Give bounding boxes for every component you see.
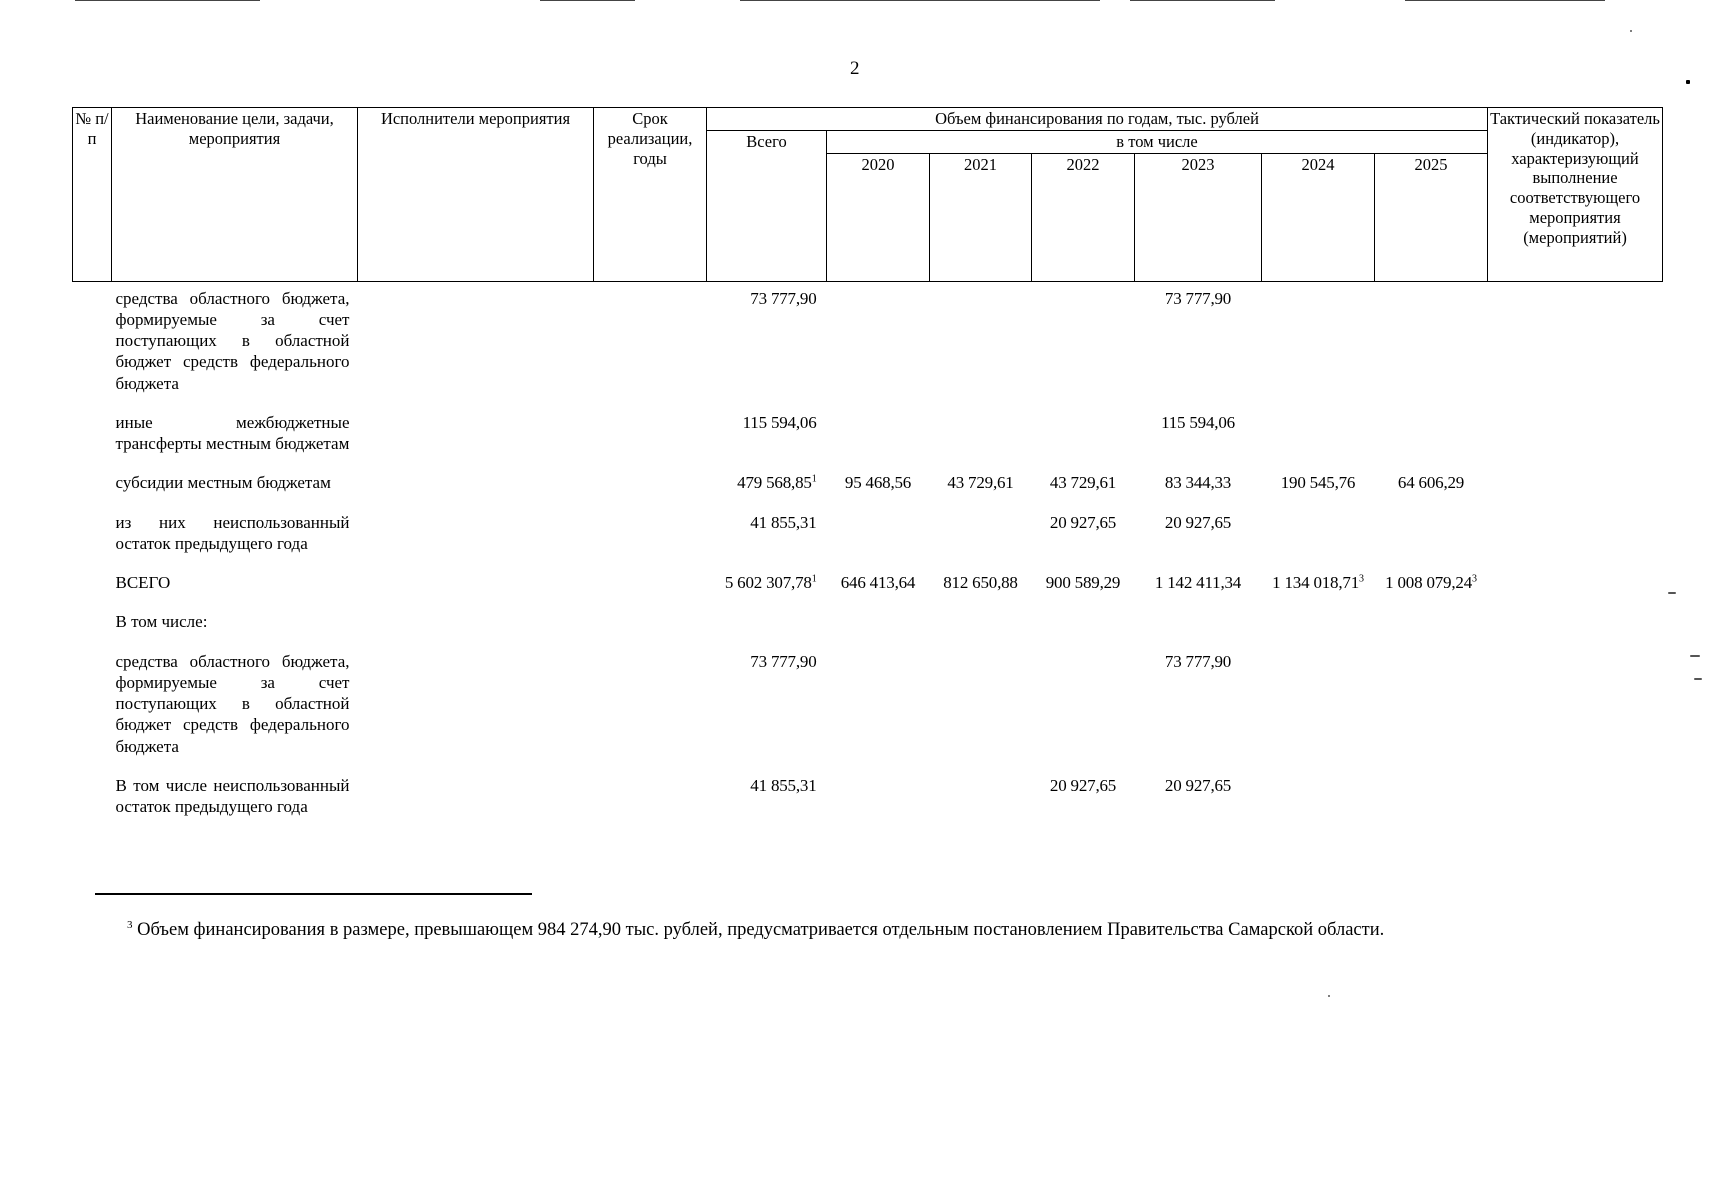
cell-indicator — [1488, 281, 1663, 404]
cell-year — [1032, 767, 1135, 828]
cell-year — [827, 404, 930, 465]
cell-number — [73, 564, 112, 603]
cell-year — [930, 767, 1032, 828]
cell-total — [707, 603, 827, 642]
cell-year — [1032, 404, 1135, 465]
scan-edge-line — [540, 0, 635, 1]
header-funding: Объем финансирования по годам, тыс. рублей — [707, 108, 1488, 131]
cell-year — [827, 603, 930, 642]
cell-indicator — [1488, 767, 1663, 828]
scan-edge-line — [75, 0, 260, 1]
cell-value: 1 008 079,24 — [1385, 573, 1473, 593]
cell-year — [1262, 504, 1375, 565]
header-including: в том числе — [827, 130, 1488, 153]
cell-year — [1375, 504, 1488, 565]
header-name: Наименование цели, задачи, мероприятия — [112, 108, 358, 282]
cell-value: 43 729,61 — [947, 473, 1014, 493]
cell-value: 5 602 307,78 — [724, 573, 812, 593]
header-year: 2021 — [930, 153, 1032, 281]
footnote-ref: 3 — [1472, 573, 1477, 585]
header-year: 2020 — [827, 153, 930, 281]
cell-value: 812 650,88 — [943, 573, 1018, 593]
cell-value: 190 545,76 — [1280, 473, 1356, 493]
cell-value: 115 594,06 — [1161, 412, 1235, 432]
cell-year — [1375, 464, 1488, 503]
cell-year — [1032, 643, 1135, 767]
cell-year — [1032, 504, 1135, 565]
cell-value: 73 777,90 — [750, 288, 817, 308]
cell-total — [707, 767, 827, 828]
cell-year — [1135, 643, 1262, 767]
cell-year — [1032, 603, 1135, 642]
cell-value: 83 344,33 — [1164, 473, 1232, 493]
cell-total — [707, 643, 827, 767]
cell-year — [1262, 603, 1375, 642]
cell-year — [827, 767, 930, 828]
cell-number — [73, 464, 112, 503]
cell-value: 1 142 411,34 — [1154, 573, 1242, 593]
cell-term — [594, 767, 707, 828]
header-year: 2022 — [1032, 153, 1135, 281]
cell-value: 73 777,90 — [750, 651, 817, 671]
cell-executors — [358, 603, 594, 642]
cell-value: 20 927,65 — [1164, 775, 1232, 795]
header-total: Всего — [707, 130, 827, 281]
cell-term — [594, 281, 707, 404]
cell-indicator — [1488, 464, 1663, 503]
cell-year — [1135, 281, 1262, 404]
cell-year — [1375, 564, 1488, 603]
footnote-text: Объем финансирования в размере, превышающем 984 274,90 тыс. рублей, предусматривается отдельным постановлением Правительства Самарской области. — [137, 920, 1385, 940]
cell-year — [1262, 404, 1375, 465]
cell-year — [930, 281, 1032, 404]
cell-term — [594, 464, 707, 503]
cell-year — [1262, 464, 1375, 503]
cell-term — [594, 504, 707, 565]
cell-name: средства областного бюджета, формируемые за счет поступающих в областной бюджет средств федерального бюджета — [115, 651, 350, 756]
cell-total — [707, 564, 827, 603]
cell-number — [73, 767, 112, 828]
cell-indicator — [1488, 404, 1663, 465]
cell-total — [707, 281, 827, 404]
table-row — [73, 464, 1663, 503]
scan-speck — [1694, 678, 1702, 680]
cell-year — [1375, 767, 1488, 828]
cell-year — [1375, 643, 1488, 767]
cell-term — [594, 603, 707, 642]
cell-total — [707, 464, 827, 503]
funding-table — [72, 107, 1663, 827]
table-row — [73, 603, 1663, 642]
cell-year — [930, 504, 1032, 565]
scan-speck — [1690, 655, 1700, 657]
footnote — [127, 920, 1384, 941]
table-row — [73, 404, 1663, 465]
header-number: № п/п — [73, 108, 112, 282]
cell-term — [594, 643, 707, 767]
table-body — [73, 281, 1663, 827]
cell-year — [1262, 564, 1375, 603]
cell-executors — [358, 504, 594, 565]
cell-executors — [358, 281, 594, 404]
scan-edge-line — [1130, 0, 1275, 1]
scan-speck — [1668, 592, 1676, 594]
cell-value: 20 927,65 — [1049, 512, 1117, 532]
header-year: 2023 — [1135, 153, 1262, 281]
cell-value: 73 777,90 — [1164, 651, 1232, 671]
cell-number — [73, 643, 112, 767]
cell-year — [1262, 281, 1375, 404]
cell-executors — [358, 643, 594, 767]
footnote-separator — [95, 893, 532, 895]
cell-value: 115 594,06 — [742, 412, 817, 432]
header-year: 2024 — [1262, 153, 1375, 281]
cell-term — [594, 404, 707, 465]
cell-year — [1032, 281, 1135, 404]
cell-year — [1135, 404, 1262, 465]
cell-name: иные межбюджетные трансферты местным бюджетам — [115, 412, 350, 454]
cell-total — [707, 504, 827, 565]
cell-year — [1135, 603, 1262, 642]
cell-name: субсидии местным бюджетам — [115, 473, 331, 493]
header-term: Срок реализации, годы — [594, 108, 707, 282]
cell-year — [930, 603, 1032, 642]
cell-value: 95 468,56 — [844, 473, 912, 493]
footnote-ref: 1 — [811, 473, 817, 485]
cell-value: 41 855,31 — [750, 512, 817, 532]
cell-year — [827, 504, 930, 565]
cell-total — [707, 404, 827, 465]
table-row — [73, 564, 1663, 603]
cell-number — [73, 281, 112, 404]
cell-number — [73, 603, 112, 642]
cell-indicator — [1488, 564, 1663, 603]
table-row — [73, 504, 1663, 565]
header-indicator: Тактический показатель (индикатор), характеризующий выполнение соответствующего мероприятия (мероприятий) — [1488, 108, 1663, 282]
footnote-ref: 3 — [1359, 573, 1364, 585]
cell-number — [73, 504, 112, 565]
scan-edge-line — [740, 0, 1100, 1]
cell-name: ВСЕГО — [115, 573, 171, 593]
cell-year — [1032, 464, 1135, 503]
cell-executors — [358, 767, 594, 828]
cell-value: 43 729,61 — [1049, 473, 1117, 493]
cell-year — [827, 643, 930, 767]
table-row — [73, 767, 1663, 828]
cell-value: 73 777,90 — [1164, 288, 1232, 308]
cell-year — [827, 281, 930, 404]
cell-year — [1135, 464, 1262, 503]
cell-year — [1375, 603, 1488, 642]
cell-year — [1135, 564, 1262, 603]
scan-speck — [1686, 80, 1690, 84]
cell-value: 900 589,29 — [1045, 573, 1121, 593]
cell-executors — [358, 464, 594, 503]
cell-year — [930, 643, 1032, 767]
cell-name: средства областного бюджета, формируемые за счет поступающих в областной бюджет средств федерального бюджета — [115, 288, 350, 393]
cell-indicator — [1488, 643, 1663, 767]
cell-year — [1262, 767, 1375, 828]
footnote-ref: 1 — [811, 573, 817, 585]
cell-value: 41 855,31 — [750, 775, 817, 795]
cell-year — [1135, 504, 1262, 565]
cell-value: 20 927,65 — [1049, 775, 1117, 795]
cell-name: из них неиспользованный остаток предыдущего года — [115, 512, 350, 553]
cell-year — [827, 564, 930, 603]
scan-edge-line — [1405, 0, 1605, 1]
cell-indicator — [1488, 504, 1663, 565]
cell-year — [930, 404, 1032, 465]
header-executors: Исполнители мероприятия — [358, 108, 594, 282]
cell-year — [1135, 767, 1262, 828]
cell-year — [930, 464, 1032, 503]
cell-year — [1375, 281, 1488, 404]
cell-term — [594, 564, 707, 603]
table-row — [73, 281, 1663, 404]
cell-value: 1 134 018,71 — [1272, 573, 1360, 593]
footnote-marker: 3 — [127, 918, 133, 931]
cell-year — [1032, 564, 1135, 603]
scan-speck — [1630, 30, 1632, 32]
cell-value: 479 568,85 — [737, 473, 812, 493]
cell-number — [73, 404, 112, 465]
cell-executors — [358, 564, 594, 603]
cell-name: В том числе неиспользованный остаток предыдущего года — [115, 775, 350, 817]
cell-value: 64 606,29 — [1397, 473, 1465, 493]
cell-value: 646 413,64 — [840, 573, 916, 593]
cell-executors — [358, 404, 594, 465]
cell-year — [1375, 404, 1488, 465]
scan-speck — [1328, 995, 1330, 997]
cell-value: 20 927,65 — [1164, 512, 1232, 532]
cell-year — [930, 564, 1032, 603]
table-row — [73, 643, 1663, 767]
page-number: 2 — [850, 58, 860, 79]
cell-name: В том числе: — [115, 612, 208, 632]
cell-year — [827, 464, 930, 503]
cell-year — [1262, 643, 1375, 767]
header-year: 2025 — [1375, 153, 1488, 281]
cell-indicator — [1488, 603, 1663, 642]
